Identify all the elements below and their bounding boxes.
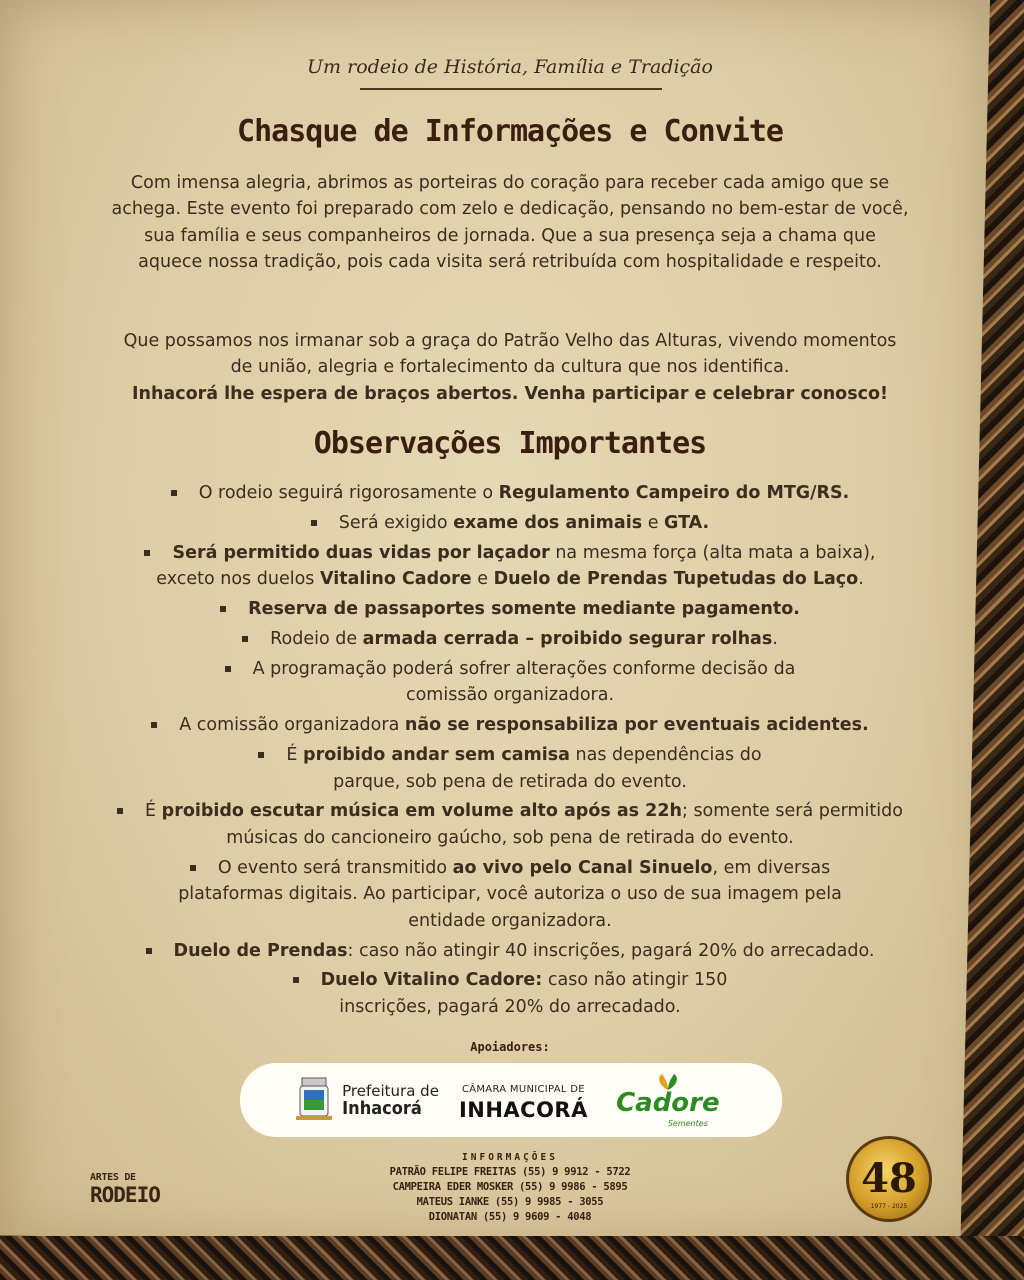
bullet-icon	[146, 948, 152, 954]
rope-border-bottom	[0, 1236, 1024, 1280]
contact-line: DIONATAN (55) 9 9609 - 4048	[428, 1211, 592, 1223]
brand-line-2: RODEIO	[90, 1183, 160, 1207]
bullet-icon	[151, 722, 157, 728]
intro-paragraph-2	[110, 328, 910, 407]
prefeitura-line-1: Prefeitura de	[342, 1082, 439, 1100]
observations-list	[90, 480, 930, 1024]
list-item: É proibido andar sem camisa nas dependências do parque, sob pena de retirada do evento.	[90, 742, 930, 795]
bullet-icon	[258, 752, 264, 758]
bullet-icon	[293, 977, 299, 983]
bullet-icon	[242, 636, 248, 642]
intro-paragraph-2-text: Que possamos nos irmanar sob a graça do Patrão Velho das Alturas, vivendo momentos de união, alegria e fortalecimento da cultura que nos identifica.	[123, 331, 897, 378]
bullet-icon	[220, 606, 226, 612]
list-item: É proibido escutar música em volume alto após as 22h; somente será permitido músicas do cancioneiro gaúcho, sob pena de retirada do evento.	[90, 798, 930, 851]
intro-paragraph-2-bold: Inhacorá lhe espera de braços abertos. Venha participar e celebrar conosco!	[131, 383, 888, 404]
list-item: Duelo Vitalino Cadore: caso não atingir 150 inscrições, pagará 20% do arrecadado.	[90, 967, 930, 1020]
list-item: O rodeio seguirá rigorosamente o Regulamento Campeiro do MTG/RS.	[90, 480, 930, 506]
bullet-icon	[117, 808, 123, 814]
list-item: Reserva de passaportes somente mediante pagamento.	[90, 596, 930, 622]
cadore-subtitle: Sementes	[667, 1119, 708, 1128]
list-item: Rodeio de armada cerrada – proibido segurar rolhas.	[90, 626, 930, 652]
camara-line-1: CÂMARA MUNICIPAL DE	[461, 1084, 585, 1095]
contact-line: MATEUS IANKE (55) 9 9985 - 3055	[416, 1196, 604, 1208]
bullet-icon	[171, 490, 177, 496]
bullet-icon	[190, 865, 196, 871]
contact-info	[90, 1150, 930, 1225]
prefeitura-text	[342, 1082, 439, 1118]
info-title: INFORMAÇÕES	[462, 1152, 558, 1163]
page-title: Chasque de Informações e Convite	[237, 114, 783, 149]
prefeitura-line-2: Inhacorá	[342, 1098, 422, 1119]
observations-title: Observações Importantes	[313, 426, 707, 461]
list-item: Duelo de Prendas: caso não atingir 40 inscrições, pagará 20% do arrecadado.	[90, 938, 930, 964]
bullet-icon	[311, 520, 317, 526]
contact-line: PATRÃO FELIPE FREITAS (55) 9 9912 - 5722	[389, 1166, 631, 1178]
brand-line-1: ARTES DE	[90, 1172, 136, 1183]
sponsors-banner	[240, 1063, 782, 1137]
artes-de-rodeio-logo	[90, 1172, 186, 1224]
badge-number: 48	[861, 1155, 917, 1202]
list-item: Será permitido duas vidas por laçador na mesma força (alta mata a baixa), exceto nos duelos Vitalino Cadore e Duelo de Prendas Tupetudas do Laço.	[90, 540, 930, 593]
camara-logo	[459, 1080, 588, 1120]
cadore-logo	[608, 1072, 728, 1128]
tagline-underline	[360, 88, 662, 90]
cadore-wordmark: Cadore	[616, 1088, 720, 1118]
contact-line: CAMPEIRA EDER MOSKER (55) 9 9986 - 5895	[392, 1181, 628, 1193]
anniversary-badge	[846, 1136, 932, 1222]
badge-years: 1977 - 2025	[870, 1203, 908, 1210]
list-item: A comissão organizadora não se responsabiliza por eventuais acidentes.	[90, 712, 930, 738]
list-item: A programação poderá sofrer alterações conforme decisão da comissão organizadora.	[90, 656, 930, 709]
camara-line-2: INHACORÁ	[458, 1098, 588, 1122]
municipal-crest-icon	[294, 1072, 334, 1128]
list-item: Será exigido exame dos animais e GTA.	[90, 510, 930, 536]
intro-paragraph-1: Com imensa alegria, abrimos as porteiras do coração para receber cada amigo que se achega. Este evento foi preparado com zelo e dedicação, pensando no bem-estar de você, sua família e seus companheiros de jornada. Que a sua presença seja a chama que aquece nossa tradição, pois cada visita será retribuída com hospitalidade e respeito.	[111, 173, 909, 273]
bullet-icon	[225, 666, 231, 672]
sponsors-title: Apoiadores:	[470, 1040, 550, 1054]
bullet-icon	[144, 550, 150, 556]
list-item: O evento será transmitido ao vivo pelo Canal Sinuelo, em diversas plataformas digitais. Ao participar, você autoriza o uso de sua imagem pela entidade organizadora.	[178, 857, 842, 931]
prefeitura-logo	[294, 1072, 439, 1128]
tagline: Um rodeio de História, Família e Tradição	[307, 56, 713, 78]
